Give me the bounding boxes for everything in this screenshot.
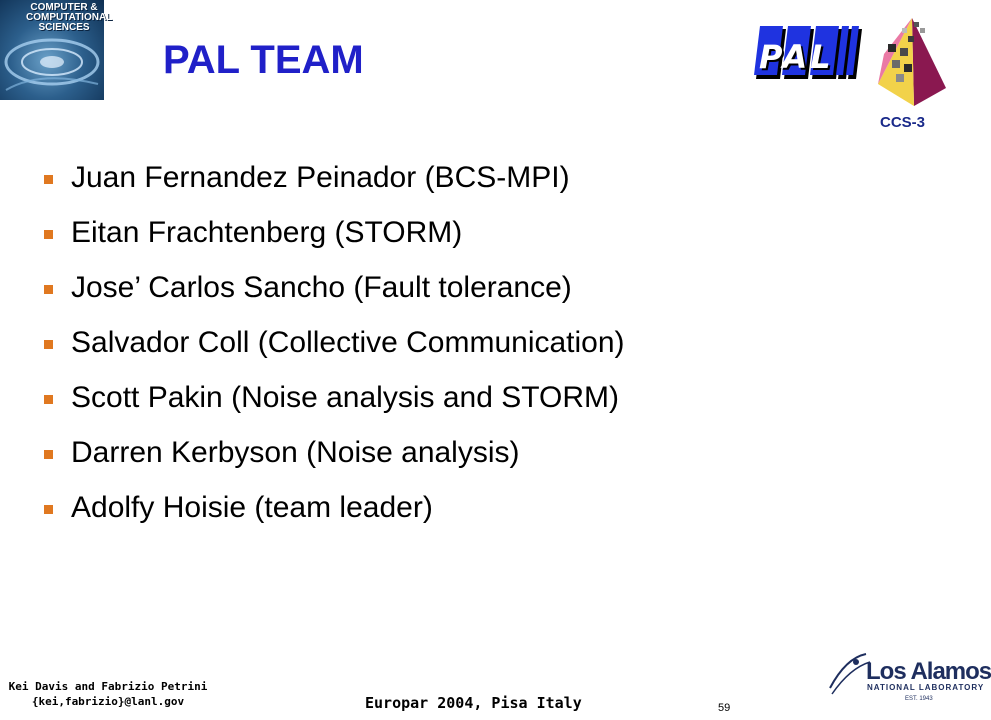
square-bullet-icon [44,505,53,514]
square-bullet-icon [44,395,53,404]
team-member-text: Eitan Frachtenberg (STORM) [71,215,463,249]
ccs-logo-line-1: COMPUTER & [30,2,98,13]
footer-authors [8,679,208,709]
square-bullet-icon [44,230,53,239]
team-member-text: Adolfy Hoisie (team leader) [71,490,433,524]
team-member-text: Scott Pakin (Noise analysis and STORM) [71,380,619,414]
square-bullet-icon [44,175,53,184]
square-bullet-icon [44,340,53,349]
ccs-logo-line-3: SCIENCES [38,22,90,33]
team-member-text: Jose’ Carlos Sancho (Fault tolerance) [71,270,572,304]
team-member-item [44,205,625,260]
footer-venue: Europar 2004, Pisa Italy [365,694,582,712]
team-member-text: Salvador Coll (Collective Communication) [71,325,625,359]
team-member-item [44,260,625,315]
ccs-logo-line-2: COMPUTATIONAL [26,12,113,23]
team-member-text: Darren Kerbyson (Noise analysis) [71,435,520,469]
team-member-item [44,315,625,370]
footer-author-email: {kei,fabrizio}@lanl.gov [31,695,185,708]
footer-author-names: Kei Davis and Fabrizio Petrini [8,680,208,693]
pal-logo-text: PAL [759,38,834,76]
slide-title: PAL TEAM [163,38,364,82]
team-member-item [44,425,625,480]
square-bullet-icon [44,285,53,294]
lanl-established: EST. 1943 [905,696,933,702]
square-bullet-icon [44,450,53,459]
team-member-item [44,480,625,535]
page-number: 59 [718,702,731,714]
team-member-item [44,370,625,425]
ccs3-pyramid-logo [874,14,950,110]
team-member-list [44,150,625,535]
team-member-item [44,150,625,205]
group-label: CCS-3 [880,114,926,131]
ccs-logo [0,0,113,100]
lanl-subtitle: NATIONAL LABORATORY [867,683,985,692]
team-member-text: Juan Fernandez Peinador (BCS-MPI) [71,160,570,194]
lanl-name: Los Alamos [866,658,991,685]
